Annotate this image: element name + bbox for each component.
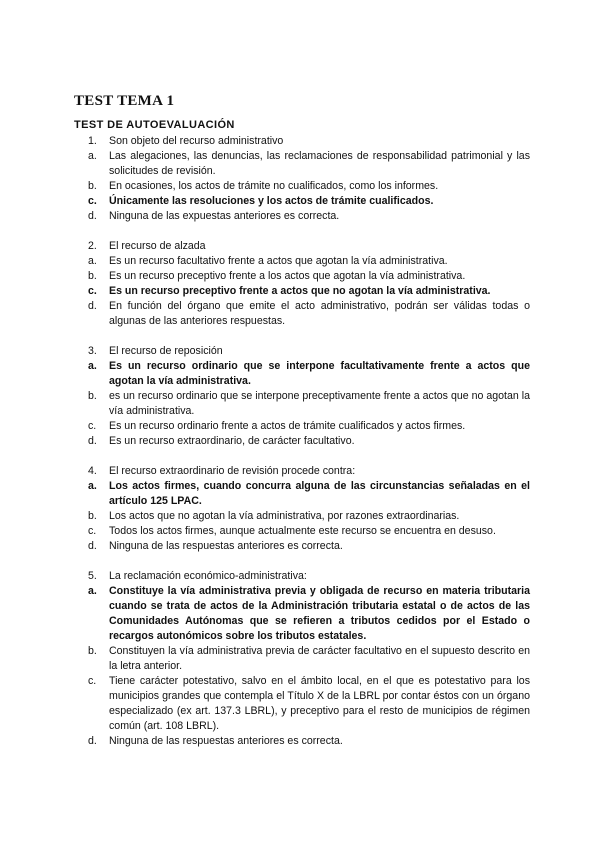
option-letter: d. [88, 735, 97, 747]
question-stem [88, 344, 530, 359]
question-list [88, 134, 530, 764]
option-letter: c. [88, 420, 97, 432]
option-letter: c. [88, 285, 97, 297]
question-3 [88, 344, 530, 449]
option-text: Únicamente las resoluciones y los actos de trámite cualificados. [109, 195, 434, 207]
option-text: Es un recurso preceptivo frente a los actos que agotan la vía administrativa. [109, 270, 466, 282]
answer-option [88, 524, 530, 539]
option-letter: d. [88, 540, 97, 552]
question-text: Son objeto del recurso administrativo [109, 135, 284, 147]
option-letter: c. [88, 195, 97, 207]
option-letter: b. [88, 270, 97, 282]
document-title: TEST TEMA 1 [74, 93, 175, 109]
question-number: 4. [88, 465, 97, 477]
option-text: Los actos firmes, cuando concurra alguna de las circunstancias señaladas en el artículo 125 LPAC. [109, 480, 530, 507]
answer-option [88, 254, 530, 269]
option-text: Es un recurso facultativo frente a actos que agotan la vía administrativa. [109, 255, 448, 267]
option-text: Constituye la vía administrativa previa y obligada de recurso en materia tributaria cuando se trata de actos de la Administración tributaria estatal o de actos de las Comunidades Autónomas que se refieren a tributos cedidos por el Estado o recargos autonómicos sobre los tributos estatales. [109, 585, 530, 642]
answer-option [88, 539, 530, 554]
answer-option [88, 209, 530, 224]
answer-option [88, 434, 530, 449]
option-text: Es un recurso preceptivo frente a actos que no agotan la vía administrativa. [109, 285, 491, 297]
option-letter: b. [88, 645, 97, 657]
option-text: Las alegaciones, las denuncias, las reclamaciones de responsabilidad patrimonial y las solicitudes de revisión. [109, 150, 530, 177]
answer-option [88, 644, 530, 674]
correct-answer-option [88, 479, 530, 509]
option-letter: b. [88, 390, 97, 402]
question-stem [88, 569, 530, 584]
option-text: Todos los actos firmes, aunque actualmente este recurso se encuentra en desuso. [109, 525, 496, 537]
question-text: La reclamación económico-administrativa: [109, 570, 307, 582]
correct-answer-option [88, 194, 530, 209]
question-2 [88, 239, 530, 329]
answer-option [88, 389, 530, 419]
option-letter: d. [88, 300, 97, 312]
option-letter: d. [88, 435, 97, 447]
option-text: Ninguna de las respuestas anteriores es correcta. [109, 735, 343, 747]
question-stem [88, 239, 530, 254]
question-text: El recurso extraordinario de revisión procede contra: [109, 465, 356, 477]
option-text: Constituyen la vía administrativa previa de carácter facultativo en el supuesto descrito en la letra anterior. [109, 645, 530, 672]
option-text: es un recurso ordinario que se interpone preceptivamente frente a actos que no agotan la vía administrativa. [109, 390, 530, 417]
option-text: Los actos que no agotan la vía administrativa, por razones extraordinarias. [109, 510, 460, 522]
option-letter: a. [88, 360, 97, 372]
option-text: Es un recurso ordinario que se interpone facultativamente frente a actos que agotan la vía administrativa. [109, 360, 530, 387]
option-letter: c. [88, 525, 97, 537]
correct-answer-option [88, 584, 530, 644]
option-text: En ocasiones, los actos de trámite no cualificados, como los informes. [109, 180, 439, 192]
option-letter: b. [88, 510, 97, 522]
option-text: Es un recurso extraordinario, de carácter facultativo. [109, 435, 355, 447]
answer-option [88, 509, 530, 524]
answer-option [88, 674, 530, 734]
question-5 [88, 569, 530, 749]
option-letter: a. [88, 585, 97, 597]
correct-answer-option [88, 359, 530, 389]
answer-option [88, 419, 530, 434]
option-text: Ninguna de las expuestas anteriores es correcta. [109, 210, 340, 222]
question-4 [88, 464, 530, 554]
answer-option [88, 299, 530, 329]
correct-answer-option [88, 284, 530, 299]
question-number: 2. [88, 240, 97, 252]
section-subtitle: TEST DE AUTOEVALUACIÓN [74, 119, 235, 131]
question-stem [88, 134, 530, 149]
option-text: Es un recurso ordinario frente a actos de trámite cualificados y actos firmes. [109, 420, 466, 432]
option-letter: d. [88, 210, 97, 222]
question-text: El recurso de alzada [109, 240, 206, 252]
answer-option [88, 179, 530, 194]
question-text: El recurso de reposición [109, 345, 223, 357]
answer-option [88, 734, 530, 749]
option-text: En función del órgano que emite el acto administrativo, podrán ser válidas todas o algunas de las anteriores respuestas. [109, 300, 530, 327]
option-letter: a. [88, 150, 97, 162]
question-stem [88, 464, 530, 479]
option-letter: c. [88, 675, 97, 687]
question-1 [88, 134, 530, 224]
option-letter: b. [88, 180, 97, 192]
question-number: 1. [88, 135, 97, 147]
question-number: 3. [88, 345, 97, 357]
option-text: Tiene carácter potestativo, salvo en el ámbito local, en el que es potestativo para los municipios grandes que contempla el Título X de la LBRL por contar éstos con un órgano especializado (ex art. 137.3 LBRL), y preceptivo para el resto de municipios de régimen común (art. 108 LBRL). [109, 675, 530, 732]
option-letter: a. [88, 480, 97, 492]
answer-option [88, 269, 530, 284]
option-letter: a. [88, 255, 97, 267]
option-text: Ninguna de las respuestas anteriores es correcta. [109, 540, 343, 552]
answer-option [88, 149, 530, 179]
question-number: 5. [88, 570, 97, 582]
